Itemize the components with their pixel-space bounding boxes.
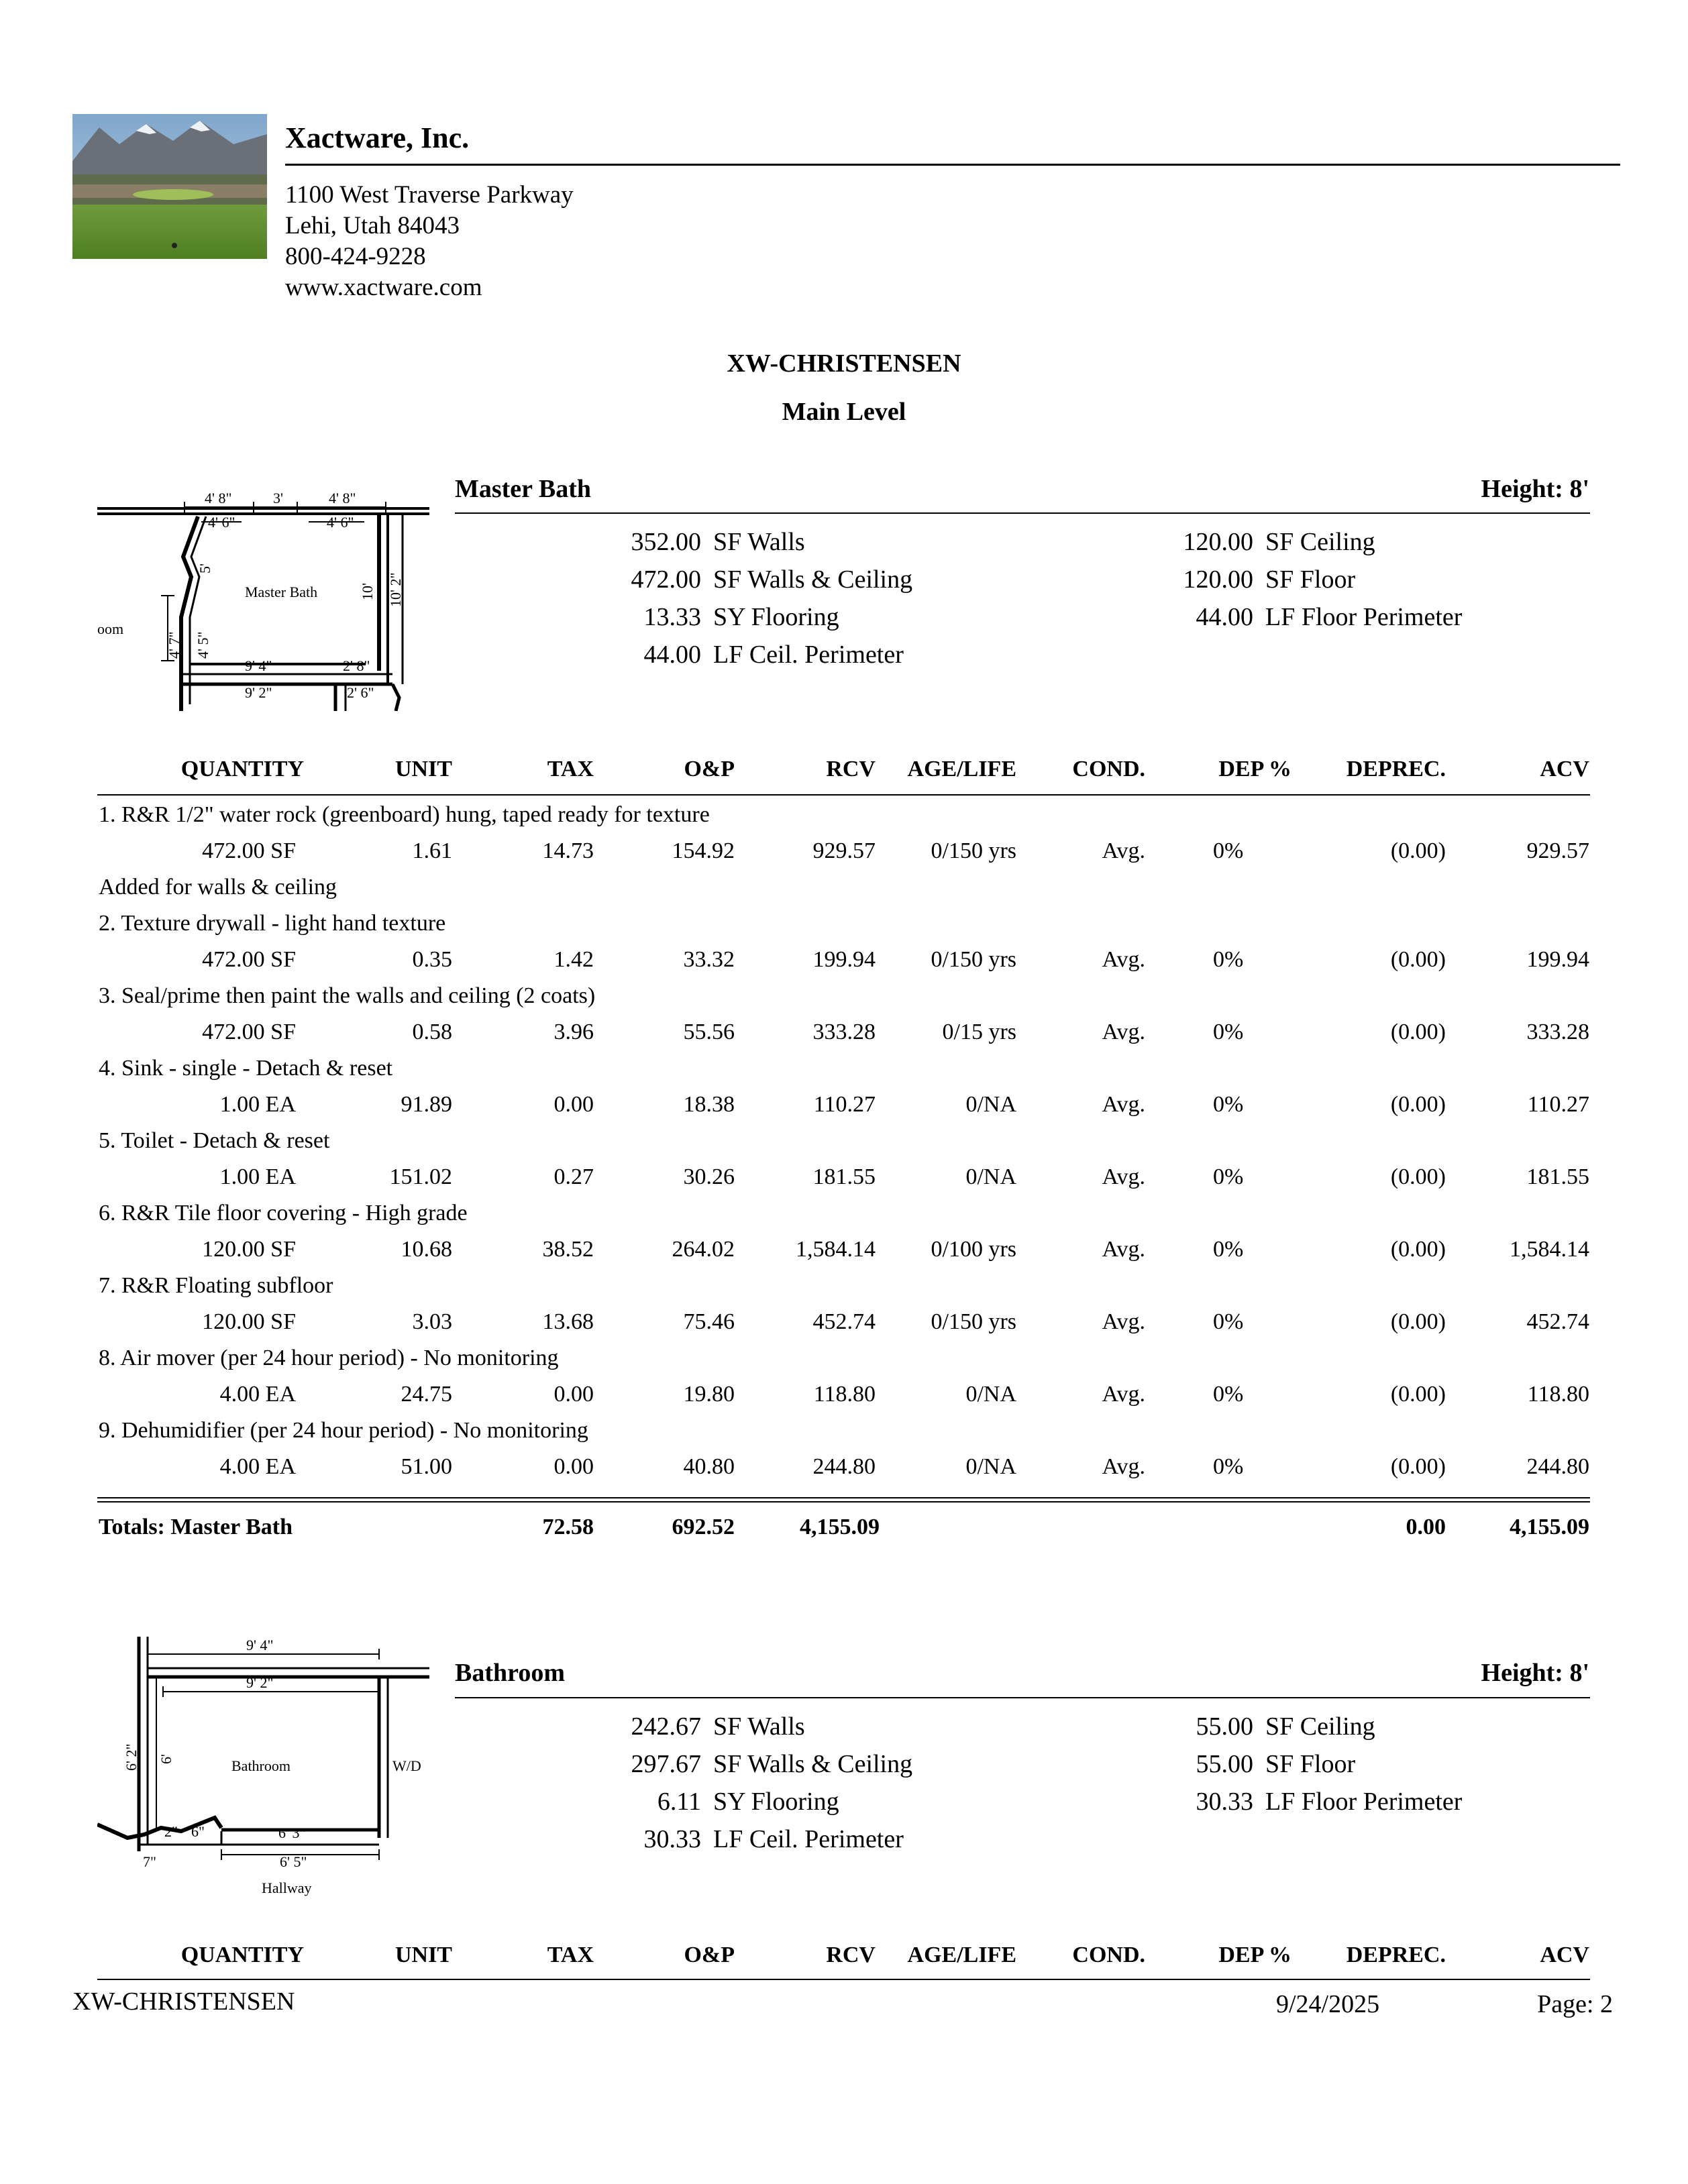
- totals-double-rule: [97, 1497, 1590, 1503]
- measurement-label: SF Ceiling: [1265, 528, 1375, 556]
- document-title: XW-CHRISTENSEN: [727, 349, 961, 378]
- header-rule: [285, 164, 1620, 166]
- cell-op: 19.80: [683, 1382, 735, 1407]
- col-op: O&P: [684, 1943, 735, 1967]
- measurement-label: SF Walls & Ceiling: [713, 1750, 913, 1778]
- item-description-row: [0, 983, 1688, 1020]
- cell-op: 264.02: [672, 1237, 735, 1262]
- cell-age-life: 0/100 yrs: [931, 1237, 1016, 1262]
- cell-dep-pct: 0%: [1213, 1020, 1244, 1044]
- cell-op: 18.38: [683, 1092, 735, 1117]
- measurement-value: 472.00: [631, 565, 701, 594]
- company-address: [285, 180, 574, 303]
- cell-cond: Avg.: [1102, 1309, 1145, 1334]
- cell-rcv: 110.27: [813, 1092, 876, 1117]
- col-quantity: QUANTITY: [180, 1943, 304, 1967]
- measurement-label: SF Floor: [1265, 1750, 1356, 1778]
- cell-quantity: 1.00 EA: [219, 1092, 296, 1117]
- cell-quantity: 120.00 SF: [202, 1237, 296, 1262]
- measurement-value: 13.33: [643, 603, 701, 631]
- measurement-value: 297.67: [631, 1750, 701, 1778]
- cell-acv: 244.80: [1526, 1454, 1589, 1479]
- col-age-life: AGE/LIFE: [907, 1943, 1016, 1967]
- col-op: O&P: [684, 757, 735, 781]
- cell-acv: 1,584.14: [1510, 1237, 1589, 1262]
- cell-age-life: 0/NA: [965, 1454, 1016, 1479]
- table-row: [0, 1382, 1688, 1418]
- cell-dep-pct: 0%: [1213, 1164, 1244, 1189]
- phone-line: 800-424-9228: [285, 243, 426, 270]
- bathroom-sketch: [97, 1637, 429, 1905]
- room-name: Bathroom: [455, 1659, 565, 1687]
- item-description-row: [0, 1346, 1688, 1382]
- cell-tax: 13.68: [542, 1309, 594, 1334]
- measurement-value: 242.67: [631, 1712, 701, 1741]
- cell-tax: 38.52: [542, 1237, 594, 1262]
- cell-age-life: 0/150 yrs: [931, 947, 1016, 972]
- cell-op: 33.32: [683, 947, 735, 972]
- measurement-value: 30.33: [643, 1825, 701, 1853]
- footer-date: 9/24/2025: [1276, 1990, 1380, 2018]
- item-description: 2. Texture drywall - light hand texture: [99, 911, 446, 936]
- sketch-dim: 9' 4": [245, 657, 272, 674]
- col-age-life: AGE/LIFE: [907, 757, 1016, 781]
- cell-dep-pct: 0%: [1213, 1237, 1244, 1262]
- item-description-row: [0, 1056, 1688, 1092]
- table-row: [0, 947, 1688, 983]
- cell-acv: 181.55: [1526, 1164, 1589, 1189]
- table-row: [0, 1454, 1688, 1490]
- sketch-room-name: Master Bath: [245, 584, 318, 600]
- item-description: 8. Air mover (per 24 hour period) - No monitoring: [99, 1346, 559, 1370]
- cell-tax: 0.00: [553, 1092, 594, 1117]
- cell-deprec: (0.00): [1390, 1092, 1446, 1117]
- measurement-label: SF Walls: [713, 528, 805, 556]
- sketch-room-name: Bathroom: [231, 1757, 291, 1774]
- totals-row: [0, 1515, 1688, 1544]
- cell-deprec: (0.00): [1390, 1164, 1446, 1189]
- totals-acv: 4,155.09: [1510, 1515, 1589, 1539]
- cell-quantity: 1.00 EA: [219, 1164, 296, 1189]
- room-rule: [455, 1697, 1590, 1698]
- sketch-dim: 4' 8": [205, 490, 232, 506]
- sketch-adjacent-room: oom: [97, 620, 124, 637]
- measurement-label: SY Flooring: [713, 603, 839, 631]
- cell-cond: Avg.: [1102, 838, 1145, 863]
- sketch-dim: 6' 3": [278, 1824, 306, 1841]
- master-bath-sketch: [97, 483, 429, 711]
- col-tax: TAX: [547, 1943, 594, 1967]
- col-acv: ACV: [1540, 1943, 1589, 1967]
- totals-rcv: 4,155.09: [800, 1515, 880, 1539]
- totals-tax: 72.58: [542, 1515, 594, 1539]
- cell-dep-pct: 0%: [1213, 838, 1244, 863]
- company-logo-photo: [72, 114, 267, 259]
- totals-deprec: 0.00: [1406, 1515, 1446, 1539]
- sketch-dim: 4' 6": [208, 514, 235, 531]
- item-description-row: [0, 802, 1688, 838]
- cell-acv: 118.80: [1527, 1382, 1589, 1407]
- cell-dep-pct: 0%: [1213, 1092, 1244, 1117]
- measurement-value: 6.11: [657, 1788, 701, 1816]
- cell-deprec: (0.00): [1390, 838, 1446, 863]
- sketch-dim: 3': [273, 490, 283, 506]
- item-description-row: [0, 1273, 1688, 1309]
- item-description: 7. R&R Floating subfloor: [99, 1273, 333, 1298]
- line-items: [0, 802, 1688, 1490]
- cell-unit: 0.58: [412, 1020, 452, 1044]
- cell-cond: Avg.: [1102, 1237, 1145, 1262]
- cell-age-life: 0/NA: [965, 1092, 1016, 1117]
- item-description: 5. Toilet - Detach & reset: [99, 1128, 330, 1153]
- measurement-label: SF Ceiling: [1265, 1712, 1375, 1741]
- cell-unit: 0.35: [412, 947, 452, 972]
- measurement-value: 120.00: [1183, 565, 1253, 594]
- cell-quantity: 120.00 SF: [202, 1309, 296, 1334]
- address-line: Lehi, Utah 84043: [285, 212, 460, 239]
- col-cond: COND.: [1072, 1943, 1145, 1967]
- cell-deprec: (0.00): [1390, 1382, 1446, 1407]
- cell-dep-pct: 0%: [1213, 1454, 1244, 1479]
- measurement-value: 55.00: [1196, 1712, 1253, 1741]
- cell-acv: 199.94: [1526, 947, 1589, 972]
- cell-rcv: 1,584.14: [796, 1237, 876, 1262]
- website-line: www.xactware.com: [285, 274, 482, 301]
- cell-age-life: 0/150 yrs: [931, 838, 1016, 863]
- cell-unit: 51.00: [401, 1454, 452, 1479]
- cell-rcv: 244.80: [812, 1454, 876, 1479]
- measurement-label: SF Walls & Ceiling: [713, 565, 913, 594]
- measurement-label: SF Walls: [713, 1712, 805, 1741]
- cell-tax: 3.96: [553, 1020, 594, 1044]
- cell-quantity: 472.00 SF: [202, 1020, 296, 1044]
- cell-unit: 91.89: [401, 1092, 452, 1117]
- cell-tax: 0.27: [553, 1164, 594, 1189]
- cell-deprec: (0.00): [1390, 1454, 1446, 1479]
- cell-rcv: 929.57: [812, 838, 876, 863]
- cell-quantity: 4.00 EA: [219, 1454, 296, 1479]
- company-name: Xactware, Inc.: [285, 121, 470, 154]
- measurement-value: 44.00: [643, 641, 701, 669]
- sketch-dim: 7": [143, 1853, 156, 1870]
- level-title: Main Level: [782, 398, 906, 426]
- measurement-label: LF Ceil. Perimeter: [713, 1825, 904, 1853]
- table-row: [0, 838, 1688, 875]
- column-header-row: [0, 1943, 1688, 1972]
- item-note-row: [0, 875, 1688, 911]
- cell-quantity: 472.00 SF: [202, 947, 296, 972]
- cell-op: 30.26: [683, 1164, 735, 1189]
- sketch-dim: 6' 2": [123, 1743, 140, 1771]
- cell-unit: 10.68: [401, 1237, 452, 1262]
- room-height: Height: 8': [1481, 1659, 1589, 1687]
- sketch-dim: 6' 5": [280, 1853, 307, 1870]
- cell-rcv: 452.74: [812, 1309, 876, 1334]
- measurement-value: 44.00: [1196, 603, 1253, 631]
- cell-tax: 1.42: [553, 947, 594, 972]
- sketch-dim: 6': [158, 1754, 174, 1764]
- sketch-adjacent-room: Hallway: [262, 1879, 312, 1896]
- room-height: Height: 8': [1481, 475, 1589, 503]
- cell-op: 154.92: [672, 838, 735, 863]
- col-cond: COND.: [1072, 757, 1145, 781]
- cell-unit: 3.03: [412, 1309, 452, 1334]
- sketch-dim: 2": [164, 1823, 178, 1840]
- table-row: [0, 1092, 1688, 1128]
- cell-unit: 1.61: [412, 838, 452, 863]
- cell-age-life: 0/150 yrs: [931, 1309, 1016, 1334]
- sketch-dim: 4' 6": [327, 514, 354, 531]
- cell-acv: 929.57: [1526, 838, 1589, 863]
- sketch-dim: 2' 8": [343, 657, 370, 674]
- measurement-label: SY Flooring: [713, 1788, 839, 1816]
- cell-rcv: 181.55: [812, 1164, 876, 1189]
- table-row: [0, 1309, 1688, 1346]
- col-acv: ACV: [1540, 757, 1589, 781]
- cell-cond: Avg.: [1102, 1454, 1145, 1479]
- item-description: 1. R&R 1/2" water rock (greenboard) hung, taped ready for texture: [99, 802, 710, 827]
- cell-quantity: 4.00 EA: [219, 1382, 296, 1407]
- item-description-row: [0, 1201, 1688, 1237]
- measurement-value: 352.00: [631, 528, 701, 556]
- measurement-label: LF Ceil. Perimeter: [713, 641, 904, 669]
- address-line: 1100 West Traverse Parkway: [285, 181, 574, 209]
- cell-acv: 452.74: [1526, 1309, 1589, 1334]
- cell-rcv: 199.94: [812, 947, 876, 972]
- cell-cond: Avg.: [1102, 1382, 1145, 1407]
- measurement-value: 55.00: [1196, 1750, 1253, 1778]
- cell-op: 40.80: [683, 1454, 735, 1479]
- item-description: 4. Sink - single - Detach & reset: [99, 1056, 393, 1081]
- measurement-label: LF Floor Perimeter: [1265, 603, 1463, 631]
- sketch-dim: 4' 8": [329, 490, 356, 506]
- cell-acv: 333.28: [1526, 1020, 1589, 1044]
- totals-op: 692.52: [672, 1515, 735, 1539]
- cell-tax: 0.00: [553, 1382, 594, 1407]
- cell-cond: Avg.: [1102, 1020, 1145, 1044]
- item-note: Added for walls & ceiling: [99, 875, 337, 899]
- cell-age-life: 0/NA: [965, 1382, 1016, 1407]
- cell-deprec: (0.00): [1390, 1237, 1446, 1262]
- cell-tax: 0.00: [553, 1454, 594, 1479]
- cell-cond: Avg.: [1102, 947, 1145, 972]
- col-unit: UNIT: [394, 757, 452, 781]
- col-quantity: QUANTITY: [180, 757, 304, 781]
- room-rule: [455, 512, 1590, 514]
- sketch-dim: 6": [191, 1823, 205, 1840]
- cell-dep-pct: 0%: [1213, 1382, 1244, 1407]
- col-unit: UNIT: [394, 1943, 452, 1967]
- room-name: Master Bath: [455, 475, 591, 503]
- cell-unit: 151.02: [389, 1164, 452, 1189]
- cell-deprec: (0.00): [1390, 1309, 1446, 1334]
- cell-cond: Avg.: [1102, 1164, 1145, 1189]
- sketch-dim: 10' 2": [387, 572, 404, 607]
- table-row: [0, 1020, 1688, 1056]
- col-deprec: DEPREC.: [1346, 1943, 1446, 1967]
- column-header-rule: [97, 794, 1590, 796]
- column-header-rule: [97, 1979, 1590, 1980]
- item-description-row: [0, 1128, 1688, 1164]
- measurement-value: 120.00: [1183, 528, 1253, 556]
- column-header-row: [0, 757, 1688, 786]
- measurement-label: SF Floor: [1265, 565, 1356, 594]
- cell-dep-pct: 0%: [1213, 947, 1244, 972]
- measurement-value: 30.33: [1196, 1788, 1253, 1816]
- cell-age-life: 0/15 yrs: [942, 1020, 1016, 1044]
- cell-rcv: 118.80: [813, 1382, 876, 1407]
- cell-tax: 14.73: [542, 838, 594, 863]
- cell-age-life: 0/NA: [965, 1164, 1016, 1189]
- col-dep-pct: DEP %: [1218, 757, 1291, 781]
- item-description: 9. Dehumidifier (per 24 hour period) - No monitoring: [99, 1418, 588, 1443]
- footer-page-number: Page: 2: [1537, 1990, 1613, 2018]
- col-deprec: DEPREC.: [1346, 757, 1446, 781]
- item-description-row: [0, 1418, 1688, 1454]
- cell-op: 75.46: [683, 1309, 735, 1334]
- sketch-dim: 9' 2": [246, 1674, 274, 1691]
- sketch-dim: 9' 2": [245, 684, 272, 701]
- sketch-adjacent-room: W/D: [392, 1757, 421, 1774]
- cell-quantity: 472.00 SF: [202, 838, 296, 863]
- cell-op: 55.56: [683, 1020, 735, 1044]
- sketch-dim: 4' 5": [195, 631, 211, 659]
- sketch-dim: 10': [359, 583, 376, 600]
- footer-doc-name: XW-CHRISTENSEN: [72, 1987, 295, 2016]
- cell-rcv: 333.28: [812, 1020, 876, 1044]
- table-row: [0, 1237, 1688, 1273]
- sketch-dim: 9' 4": [246, 1637, 274, 1653]
- totals-label: Totals: Master Bath: [99, 1515, 293, 1539]
- item-description: 3. Seal/prime then paint the walls and ceiling (2 coats): [99, 983, 596, 1008]
- table-row: [0, 1164, 1688, 1201]
- cell-cond: Avg.: [1102, 1092, 1145, 1117]
- col-dep-pct: DEP %: [1218, 1943, 1291, 1967]
- sketch-dim: 2' 6": [347, 684, 374, 701]
- col-rcv: RCV: [826, 757, 876, 781]
- col-rcv: RCV: [826, 1943, 876, 1967]
- cell-unit: 24.75: [401, 1382, 452, 1407]
- cell-deprec: (0.00): [1390, 947, 1446, 972]
- cell-dep-pct: 0%: [1213, 1309, 1244, 1334]
- col-tax: TAX: [547, 757, 594, 781]
- measurement-label: LF Floor Perimeter: [1265, 1788, 1463, 1816]
- sketch-dim: 4' 7": [166, 631, 182, 659]
- item-description: 6. R&R Tile floor covering - High grade: [99, 1201, 468, 1225]
- item-description-row: [0, 911, 1688, 947]
- sketch-dim: 5': [197, 563, 213, 574]
- cell-deprec: (0.00): [1390, 1020, 1446, 1044]
- cell-acv: 110.27: [1527, 1092, 1589, 1117]
